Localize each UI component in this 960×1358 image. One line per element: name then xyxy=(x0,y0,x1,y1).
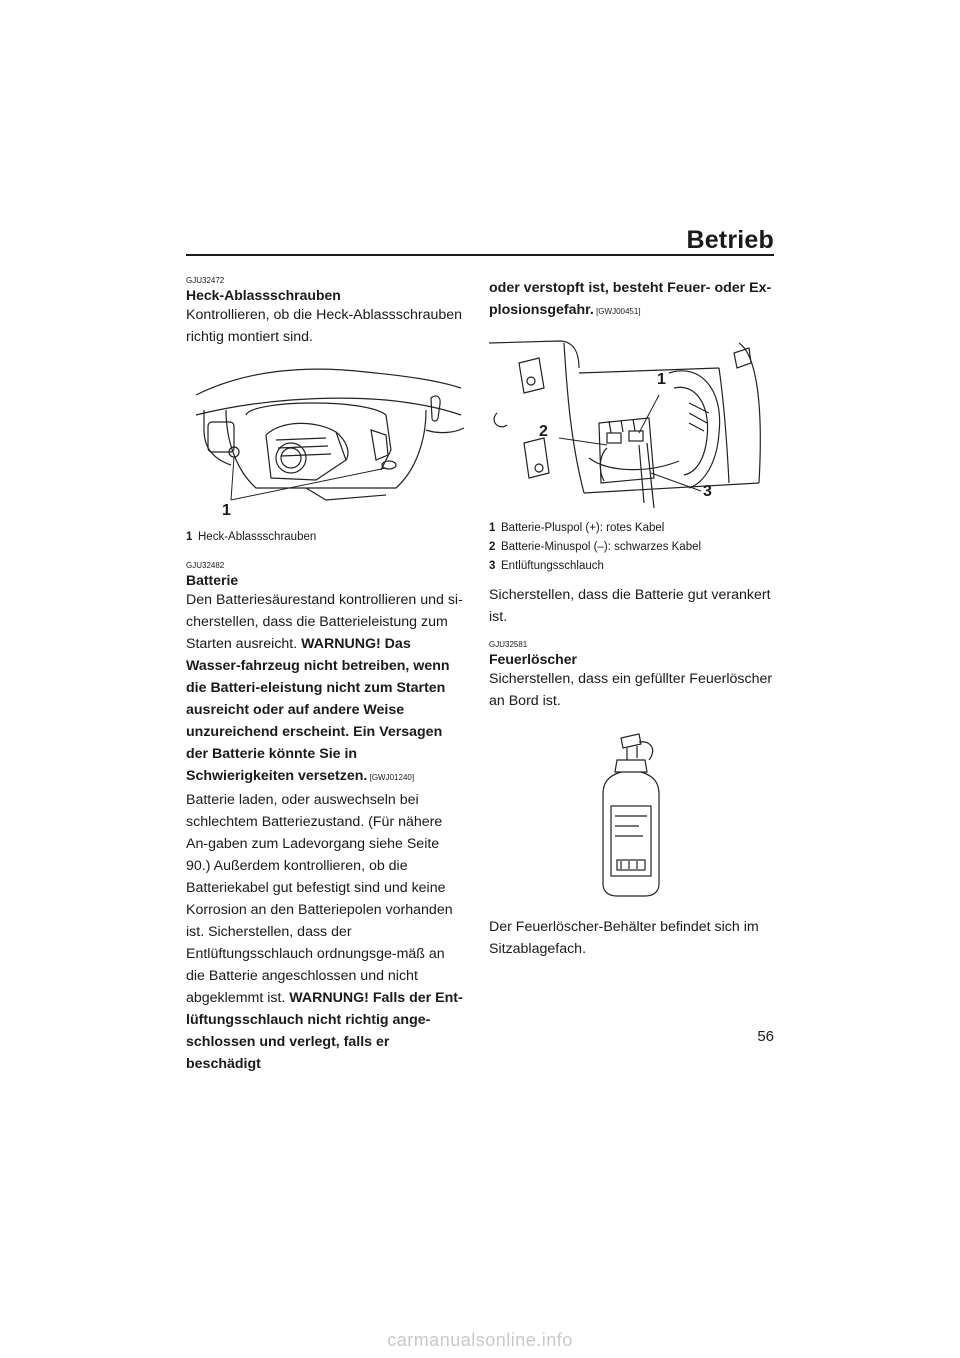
section-code: GJU32581 xyxy=(489,640,528,649)
section-text-batterie xyxy=(186,589,466,789)
figure-callout-2: 2 xyxy=(539,423,548,440)
watermark: carmanualsonline.info xyxy=(387,1330,573,1350)
section-text-heck: Kontrollieren, ob die Heck-Ablassschrauben richtig montiert sind. xyxy=(186,307,463,345)
text-part: Den Batteriesäurestand kontrollieren und si-cherstellen, dass die Batterieleistung zum Starten ausreicht. xyxy=(186,592,463,652)
left-column xyxy=(186,270,466,1075)
figure-legend xyxy=(489,519,775,576)
figure-feuerloescher xyxy=(489,726,775,904)
warning-text: oder verstopft ist, besteht Feuer- oder Ex-plosionsgefahr. xyxy=(489,280,772,318)
section-code: GJU32482 xyxy=(186,561,225,570)
figure-legend-item xyxy=(489,538,775,557)
figure-callout-3: 3 xyxy=(703,483,712,500)
figure-legend-item xyxy=(186,528,466,547)
header-rule xyxy=(186,254,774,256)
text-part: Batterie laden, oder auswechseln bei schlechtem Batteriezustand. (Für nähere An-gaben zum Ladevorgang siehe Seite 90.) Außerdem kontrollieren, ob die Batteriekabel gut befestigt sind und keine Korrosion an den Batteriepolen vorhanden ist. Sicherstellen, dass der Entlüftungsschlauch ordnungsge-mäß an die Batterie angeschlossen und nicht abgeklemmt ist. xyxy=(186,792,453,1006)
figure-heck-ablassschrauben xyxy=(186,360,466,528)
section-heading-heck: Heck-Ablassschrauben xyxy=(186,287,341,303)
warning-code: [GWJ00451] xyxy=(593,307,641,316)
page-number: 56 xyxy=(757,1028,774,1045)
legend-text: Entlüftungsschlauch xyxy=(501,560,604,572)
section-code: GJU32472 xyxy=(186,276,225,285)
warning-text: WARNUNG! Das Wasser-fahrzeug nicht betreiben, wenn die Batteri-eleistung nicht zum Starten ausreicht oder auf andere Weise unzureichend erscheint. Ein Versagen der Batterie könnte Sie in Schwierigkeiten versetzen. xyxy=(186,636,450,784)
section-heading-batterie: Batterie xyxy=(186,572,239,588)
legend-text: Batterie-Pluspol (+): rotes Kabel xyxy=(501,522,665,534)
fire-extinguisher-illustration xyxy=(489,726,775,904)
section-text-batterie-2 xyxy=(186,789,466,1075)
warning-text: WARNUNG! Falls der Ent-lüftungsschlauch nicht richtig ange-schlossen und verlegt, falls er beschädigt xyxy=(186,990,463,1072)
figure-callout-1: 1 xyxy=(657,371,666,388)
page-title: Betrieb xyxy=(686,226,774,254)
section-text-feuerloescher: Sicherstellen, dass ein gefüllter Feuerlöscher an Bord ist. xyxy=(489,671,773,709)
warning-code: [GWJ01240] xyxy=(367,773,415,782)
right-column xyxy=(489,277,775,960)
figure-batterie xyxy=(489,333,775,513)
legend-text: Heck-Ablassschrauben xyxy=(198,531,317,543)
text-after-figure: Sicherstellen, dass die Batterie gut verankert ist. xyxy=(489,587,771,625)
figure-legend-item xyxy=(489,557,775,576)
battery-compartment-illustration xyxy=(489,333,775,513)
section-text-feuerloescher-2: Der Feuerlöscher-Behälter befindet sich im Sitzablagefach. xyxy=(489,919,759,957)
legend-number: 3 xyxy=(489,560,496,572)
figure-legend-item xyxy=(489,519,775,538)
legend-number: 1 xyxy=(489,522,496,534)
legend-text: Batterie-Minuspol (–): schwarzes Kabel xyxy=(501,541,702,553)
section-heading-feuerloescher: Feuerlöscher xyxy=(489,651,577,667)
legend-number: 1 xyxy=(186,531,193,543)
warning-continuation xyxy=(489,277,775,323)
figure-callout: 1 xyxy=(222,502,231,519)
legend-number: 2 xyxy=(489,541,496,553)
